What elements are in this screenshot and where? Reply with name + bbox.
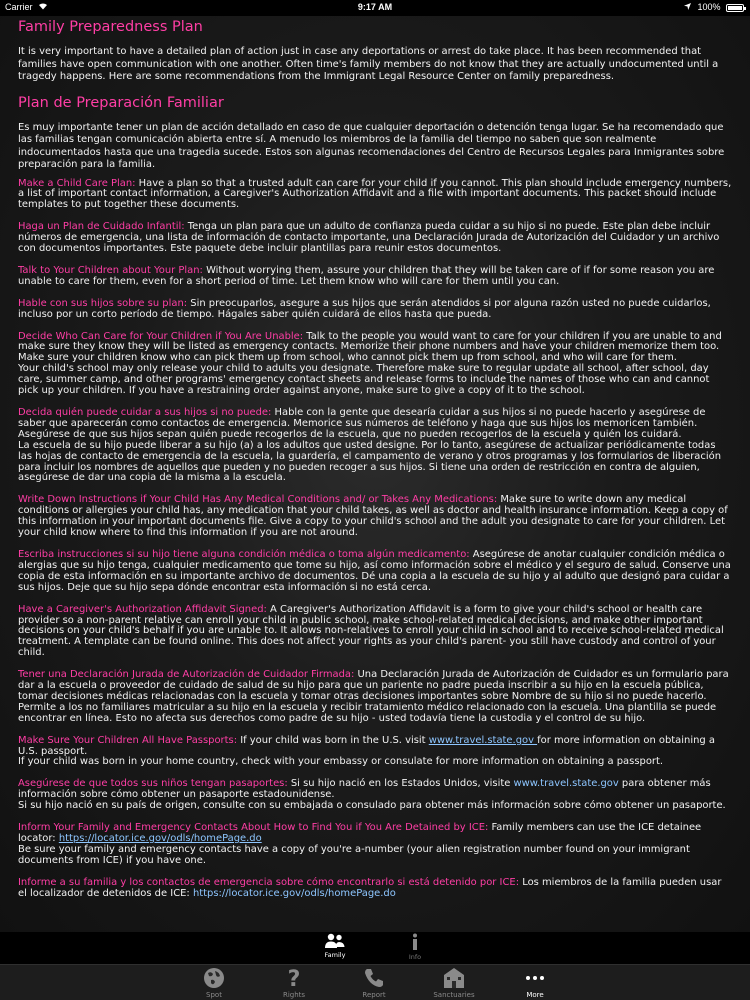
section-decide-caregiver <box>18 332 732 397</box>
travel-state-link-es[interactable]: www.travel.state.gov <box>513 778 622 790</box>
ice-locator-link-es[interactable]: https://locator.ice.gov/odls/homePage.do <box>192 887 396 899</box>
section-body-3: La escuela de su hijo puede liberar a su hijo (a) a los adultos que usted designe. Por lo tanto, asegúrese de actualizar periódicamente todas las hojas de contacto de emergencia de la escuela, la guardería, el campamento de verano y otros programas y los formularios de liberación para incluir los nombres de aquellos que pueden y no pueden recoger a sus hijos. Si tiene una orden de restricción en contra de alguien, asegúrese de dar una copia de la misma a la escuela. <box>18 439 721 484</box>
section-plan-cuidado <box>18 222 732 255</box>
tab-family-label: Family <box>324 951 346 959</box>
info-icon <box>409 933 421 951</box>
section-body: If your child was born in the U.S. visit <box>240 734 426 746</box>
section-talk-children <box>18 266 732 288</box>
status-bar <box>0 0 750 16</box>
section-caregiver-affidavit <box>18 605 732 660</box>
section-body: Los miembros de la familia pueden usar el localizador de detenidos de ICE: <box>18 876 722 899</box>
tab-info[interactable] <box>393 932 437 961</box>
tab-rights-label: Rights <box>282 991 306 999</box>
section-body: A Caregiver's Authorization Affidavit is a form to give your child's school or health care provider so a non-parent relative can enroll your child in public school, make school-related medical decisions, and make other important decisions on your child's behalf if you are unable to. It allows non-relatives to enroll your child in school and to receive school-related medical treatment. A template can be found online. This does not affect your rights as your child's parent- you still have custody and control of your child. <box>18 603 724 659</box>
section-body: Hable con la gente que desearía cuidar a sus hijos si no puede hacerlo y asegúrese de saber que aparecerán como contactos de emergencia. Memorice sus números de teléfono y haga que sus hijos los memoricen también. <box>18 407 706 429</box>
section-heading: Make a Child Care Plan: <box>18 177 139 189</box>
section-body-3: Your child's school may only release your child to adults you designate. Therefore make sure to regular update all school, after school, day care, summer camp, and other programs' emergency contact sheets and release forms to include the names of those who can and cannot pick up your children. If you have a restraining order against anyone, make sure to give a copy of it to the school. <box>18 363 710 397</box>
section-ice-locator <box>18 823 732 867</box>
tab-bar <box>0 964 750 1000</box>
location-arrow-icon <box>684 2 691 12</box>
section-instrucciones-medicas <box>18 550 732 594</box>
section-medical-instructions <box>18 495 732 539</box>
section-body-2: Make sure your children know who can pick them up from school, who cannot pick them up from school, and who will care for them. <box>18 352 677 364</box>
section-body: Una Declaración Jurada de Autorización de Cuidador es un formulario para dar a la escuela o proveedor de cuidado de salud de su hijo para que un pariente no padre pueda inscribir a su hijo en la escuela pública, tomar decisiones médicas relacionadas con la escuela y tomar otras decisiones importantes sobre Nombre de su hijo si no puede hacerlo. Permite a los no familiares matricular a su hijo en la escuela y recibir tratamiento médico relacionado con la escuela. Una plantilla se puede encontrar en línea. Esto no afecta sus derechos como padre de su hijo - usted todavía tiene la custodia y el control de su hijo. <box>18 669 729 724</box>
section-body: Talk to the people you would want to care for your children if you are unable to and make sure they know they will be listed as emergency contacts. Memorize their phone numbers and have your children memorize them too. <box>18 330 722 353</box>
section-pasaportes <box>18 779 732 812</box>
section-localizador-ice <box>18 878 732 900</box>
tab-spot-label: Spot <box>206 991 222 999</box>
section-body: Family members can use the ICE detainee locator: <box>18 822 702 844</box>
globe-icon <box>203 967 225 989</box>
section-body: Tenga un plan para que un adulto de confianza pueda cuidar a su hijo si no puede. Este plan debe incluir números de emergencia, una lista de información de contacto importante, una Declaración Jurada de Autorización del Cuidador y un archivo con documentos importantes. Este paquete debe incluir plantillas para reunir estos documentos. <box>18 221 720 255</box>
intro-en: It is very important to have a detailed plan of action just in case any deportations or arrest do take place. It has been recommended that families have open communication with one another. Often time's family members do not know that they are actually undocumented until a tragedy happens. Here are some recommendations from the Immigrant Legal Resource Center on family preparedness. <box>18 46 719 82</box>
section-body-2: If your child was born in your home country, check with your embassy or consulate for more information on obtaining a passport. <box>18 756 664 768</box>
section-heading: Escriba instrucciones si su hijo tiene alguna condición médica o toma algún medicamento: <box>18 548 473 560</box>
tab-more[interactable] <box>505 967 565 999</box>
tab-sanctuaries[interactable] <box>424 967 484 999</box>
svg-text:?: ? <box>287 967 301 989</box>
phone-icon <box>363 967 385 989</box>
tab-info-label: Info <box>408 953 422 961</box>
section-heading: Write Down Instructions if Your Child Has Any Medical Conditions and/ or Takes Any Medications: <box>18 494 501 506</box>
section-heading: Talk to Your Children about Your Plan: <box>18 264 207 276</box>
section-heading: Decide Who Can Care for Your Children if You Are Unable: <box>18 330 307 342</box>
content-scroll[interactable] <box>0 16 750 932</box>
section-declaracion-jurada <box>18 670 732 725</box>
section-body: Sin preocuparlos, asegure a sus hijos que serán atendidos si por alguna razón usted no puede cuidarlos, incluso por un corto período de tiempo. Hágales saber quién cuidará de ellos hasta que pueda. <box>18 297 711 320</box>
section-child-care-plan <box>18 179 732 212</box>
section-heading: Decida quién puede cuidar a sus hijos si no puede: <box>18 407 275 418</box>
page-title-en: Family Preparedness Plan <box>18 19 203 35</box>
tab-report-label: Report <box>362 991 386 999</box>
section-body: Have a plan so that a trusted adult can care for your child if you cannot. This plan should include emergency numbers, a list of important contact information, a Caregiver's Authorization Affidavit and a file with important documents. This packet should include templates to put together these documents. <box>18 177 732 211</box>
tab-spot[interactable] <box>184 967 244 999</box>
intro-es: Es muy importante tener un plan de acción detallado en caso de que cualquier deportación o detención tenga lugar. Se ha recomendado que las familias tengan comunicación abierta entre sí. A menudo los miembros de la familia del tiempo no saben que son realmente indocumentados hasta que una tragedia sucede. Estos son algunas recomendaciones del Centro de Recursos Legales para Inmigrantes sobre preparación para la familia. <box>18 121 725 170</box>
tab-rights[interactable] <box>264 967 324 999</box>
section-heading: Asegúrese de que todos sus niños tengan pasaportes: <box>18 778 291 790</box>
page-title-es: Plan de Preparación Familiar <box>18 94 224 111</box>
carrier-label: Carrier <box>5 2 33 12</box>
section-heading: Haga un Plan de Cuidado Infantil: <box>18 221 188 233</box>
section-body-after: para obtener más información sobre cómo obtener un pasaporte estadounidense. <box>18 778 711 801</box>
tab-family[interactable] <box>313 932 357 959</box>
section-body-2: Asegúrese de que sus hijos sepan quién puede recogerlos de la escuela, que no pueden recogerlos de la escuela y quién los cuidará. <box>18 428 682 440</box>
section-hable-hijos <box>18 299 732 321</box>
sub-tab-strip <box>0 932 750 964</box>
section-heading: Have a Caregiver's Authorization Affidavit Signed: <box>18 603 271 615</box>
section-passports <box>18 736 732 769</box>
tab-sanctuaries-label: Sanctuaries <box>433 991 475 999</box>
section-body: Si su hijo nació en los Estados Unidos, visite <box>290 778 511 790</box>
battery-percent: 100% <box>697 2 721 12</box>
section-body: Without worrying them, assure your children that they will be taken care of if for some reason you are unable to care for them, even for a short period of time. Let them know who will care for them until you can. <box>18 264 715 287</box>
section-heading: Make Sure Your Children All Have Passports: <box>18 734 241 746</box>
battery-icon <box>726 4 744 12</box>
section-body-2: Si su hijo nació en su país de origen, consulte con su embajada o consulado para obtener más información sobre cómo obtener un pasaporte. <box>18 800 726 812</box>
section-body-2: Be sure your family and emergency contacts have a copy of you're a-number (your alien registration number found on your immigrant documents from ICE) if you have one. <box>18 843 690 866</box>
ice-locator-link[interactable]: https://locator.ice.gov/odls/homePage.do <box>58 833 262 844</box>
question-icon <box>283 967 305 989</box>
family-icon <box>324 933 346 949</box>
section-body: Make sure to write down any medical conditions or allergies your child has, any medication that your child takes, as well as doctor and health insurance information. Keep a copy of this information in your important documents file. Give a copy to your child's school and the adult you designate to care for your children. Let your child know where to find this information if you are not around. <box>18 494 728 539</box>
clock: 9:17 AM <box>357 2 393 12</box>
building-icon <box>443 967 465 989</box>
section-heading: Inform Your Family and Emergency Contacts About How to Find You if You Are Detained by ICE: <box>18 822 492 834</box>
tab-report[interactable] <box>344 967 404 999</box>
section-decida-cuidador <box>18 408 732 484</box>
tab-more-label: More <box>526 991 544 999</box>
section-body: Asegúrese de anotar cualquier condición médica o alergias que su hijo tenga, cualquier medicamento que tome su hijo, así como información sobre el médico y el seguro de salud. Conserve una copia de esta información en su importante archivo de documentos. Dé una copia a la escuela de su hijo y al adulto que designó para cuidar a sus hijos. Deje que su hijo sepa dónde encontrar esta información si no está cerca. <box>18 548 731 593</box>
section-heading: Tener una Declaración Jurada de Autorización de Cuidador Firmada: <box>18 669 358 681</box>
travel-state-link[interactable]: www.travel.state.gov <box>428 734 538 746</box>
more-dots-icon <box>524 967 546 989</box>
section-body-after: for more information on obtaining a U.S. passport. <box>18 734 715 757</box>
section-heading: Hable con sus hijos sobre su plan: <box>18 297 191 309</box>
section-heading: Informe a su familia y los contactos de emergencia sobre cómo encontrarlo si está detenido por ICE: <box>18 876 523 888</box>
battery-status <box>684 2 744 12</box>
